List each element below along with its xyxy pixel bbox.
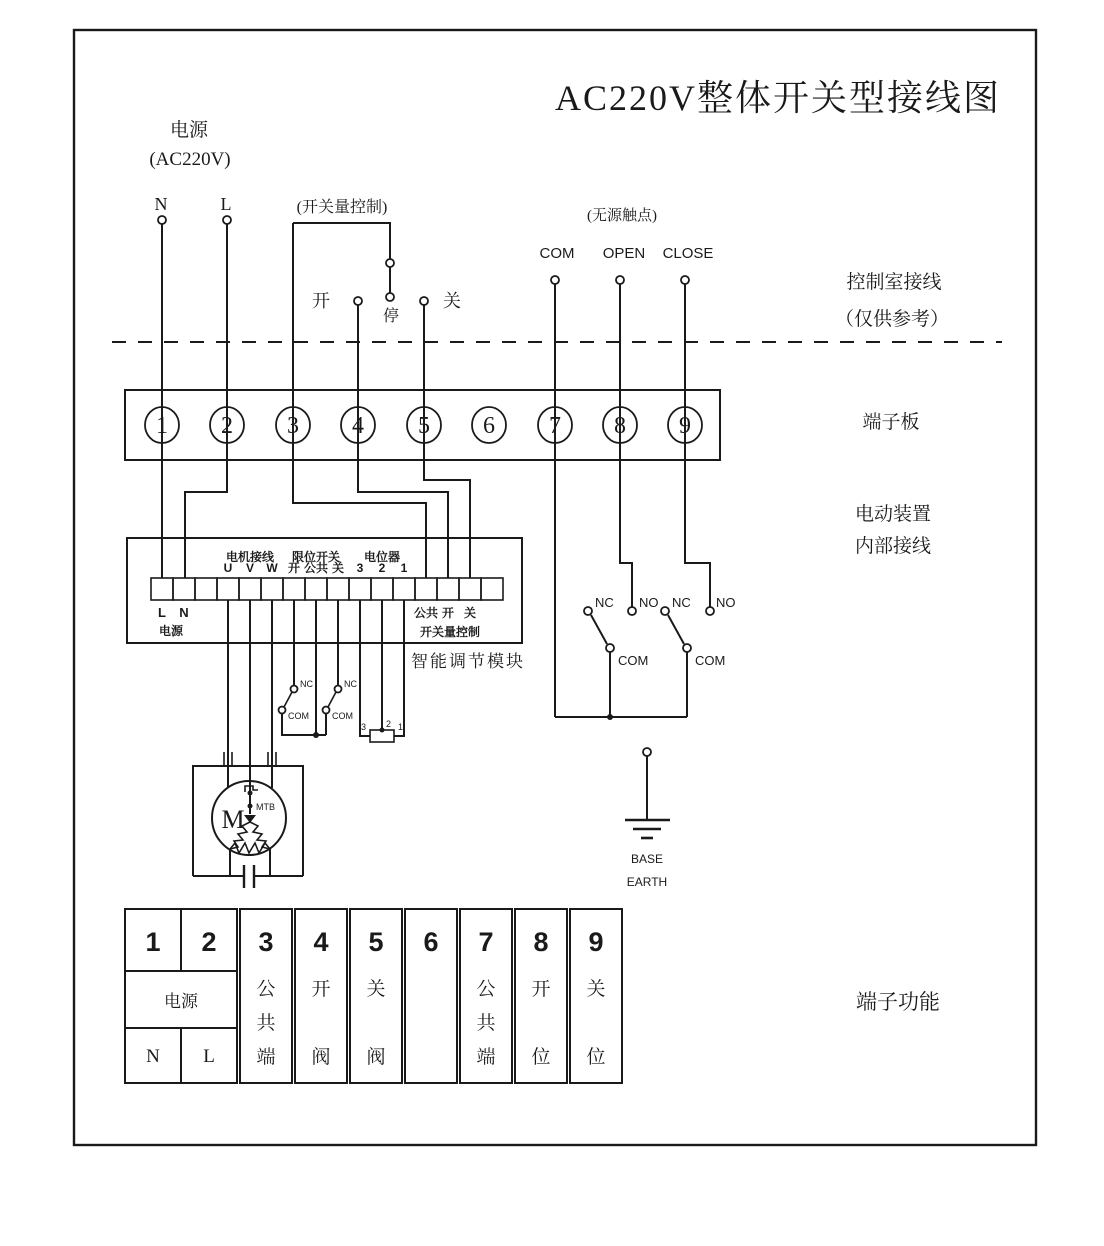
limit1-com-label: COM (288, 711, 309, 721)
module-motor-group-label: 电机接线 (225, 550, 275, 564)
motor-assembly (193, 752, 303, 888)
open-button-label: 开 (312, 291, 330, 311)
contact2-com-label: COM (695, 653, 726, 668)
control-room-note-1: 控制室接线 (846, 272, 942, 293)
pin-pot-3: 3 (356, 561, 364, 575)
table-num-6: 6 (423, 927, 439, 957)
module-n-label: N (179, 605, 189, 620)
contact2-no-label: NO (716, 595, 736, 610)
stop-button-label: 停 (382, 308, 400, 325)
table-col1-bottom: N (146, 1046, 160, 1067)
table-col3-char-2: 端 (256, 1047, 276, 1068)
earth-label-line1: BASE (630, 852, 664, 866)
table-col5-char-1: 阀 (366, 1047, 386, 1068)
pin-w: W (266, 561, 278, 575)
table-function-chars (256, 978, 605, 1068)
pin-u: U (223, 561, 233, 575)
table-numbers (145, 927, 603, 957)
table-col8-char-1: 位 (531, 1047, 551, 1068)
pin-pot-1: 1 (400, 561, 408, 575)
pin-v: V (245, 561, 255, 575)
table-col9-char-1: 位 (586, 1047, 606, 1068)
close-button-label: 关 (443, 291, 461, 311)
terminal-7: 7 (549, 413, 561, 439)
open-terminal-label: OPEN (602, 245, 646, 262)
power-voltage-label: (AC220V) (149, 149, 231, 170)
table-col3-char-0: 公 (256, 979, 276, 1000)
table-col2-bottom: L (203, 1046, 215, 1067)
com-terminal-node (551, 276, 559, 284)
terminal-8: 8 (614, 413, 626, 439)
dry-contact-terminals (540, 206, 714, 284)
table-num-9: 9 (588, 927, 604, 957)
pin-limit-close: 关 (331, 561, 345, 575)
terminal-2: 2 (221, 413, 233, 439)
table-num-7: 7 (478, 927, 494, 957)
pot-terminal-2-label: 2 (386, 719, 392, 729)
pin-limit-common: 公共 (303, 561, 329, 575)
module-pin-strip (151, 578, 503, 600)
dry-contact-label: (无源触点) (587, 208, 657, 224)
earth-symbol (625, 748, 670, 889)
terminal-function-table (125, 909, 622, 1083)
module-pin-labels (224, 560, 408, 575)
module-switch-control-label: 开关量控制 (419, 625, 481, 639)
pin-pot-2: 2 (378, 561, 386, 575)
table-num-8: 8 (533, 927, 549, 957)
diagram-title: AC220V整体开关型接线图 (554, 78, 1002, 118)
close-button-node (420, 297, 428, 305)
table-num-1: 1 (145, 927, 161, 957)
table-col5-char-0: 关 (366, 979, 386, 1000)
com-terminal-label: COM (539, 245, 575, 262)
motor-symbol-label: M (221, 805, 245, 834)
wiring (162, 223, 710, 814)
table-col7-char-0: 公 (476, 979, 496, 1000)
terminal-6: 6 (483, 413, 495, 439)
close-terminal-label: CLOSE (662, 245, 714, 262)
table-num-4: 4 (313, 927, 329, 957)
device-note-1: 电动装置 (854, 504, 932, 525)
earth-label-line2: EARTH (626, 875, 668, 889)
table-col3-char-1: 共 (256, 1013, 276, 1034)
module-out-common-label: 公共 (413, 606, 439, 620)
motor-protector-label: MTB (256, 802, 275, 812)
table-col7-char-2: 端 (476, 1047, 496, 1068)
table-col7-char-1: 共 (476, 1013, 496, 1034)
limit1-nc-label: NC (300, 679, 313, 689)
limit-switch-2 (323, 679, 358, 721)
open-button-node (354, 297, 362, 305)
stop-contact-top-node (386, 259, 394, 267)
smart-module (127, 538, 525, 671)
contact1-nc-label: NC (595, 595, 614, 610)
contact1-no-label: NO (639, 595, 659, 610)
module-name-label: 智能调节模块 (411, 652, 525, 671)
position-contact-2 (661, 595, 736, 668)
module-limit-group-label: 限位开关 (291, 550, 341, 564)
table-col4-char-0: 开 (311, 979, 331, 1000)
open-terminal-node (616, 276, 624, 284)
close-terminal-node (681, 276, 689, 284)
table-num-3: 3 (258, 927, 274, 957)
terminal-function-note: 端子功能 (856, 990, 940, 1014)
contact2-nc-label: NC (672, 595, 691, 610)
contact-common-junction (607, 714, 613, 720)
stop-contact-bottom-node (386, 293, 394, 301)
pin-limit-open: 开 (287, 561, 301, 575)
module-pot-group-label: 电位器 (363, 550, 401, 564)
terminal-1: 1 (156, 413, 168, 439)
limit2-nc-label: NC (344, 679, 357, 689)
module-out-close-label: 关 (463, 606, 477, 620)
terminal-4: 4 (352, 413, 364, 439)
pot-terminal-1-label: 1 (398, 722, 404, 732)
terminal-9: 9 (679, 413, 691, 439)
table-num-2: 2 (201, 927, 217, 957)
pot-terminal-3-label: 3 (360, 722, 366, 732)
power-label: 电源 (169, 120, 209, 141)
table-col8-char-0: 开 (531, 979, 551, 1000)
device-note-2: 内部接线 (854, 536, 932, 557)
winding-apex (244, 815, 256, 823)
live-terminal-label: L (220, 194, 232, 214)
module-power-label: 电源 (158, 624, 184, 638)
limit-switch-1 (279, 679, 314, 721)
table-col4-char-1: 阀 (311, 1047, 331, 1068)
position-contact-1 (584, 595, 659, 668)
table-col9-char-0: 关 (586, 979, 606, 1000)
table-num-5: 5 (368, 927, 384, 957)
terminal-3: 3 (287, 413, 299, 439)
earth-terminal-node (643, 748, 651, 756)
control-room-note-2: （仅供参考） (834, 309, 950, 330)
table-power-label: 电源 (164, 992, 198, 1011)
digital-control-label: (开关量控制) (296, 199, 388, 216)
live-terminal-node (223, 216, 231, 224)
module-l-label: L (158, 605, 166, 620)
power-supply (149, 119, 231, 224)
neutral-terminal-node (158, 216, 166, 224)
neutral-terminal-label: N (154, 194, 168, 214)
module-out-open-label: 开 (441, 606, 455, 620)
terminal-board-note: 端子板 (862, 412, 920, 433)
digital-control (297, 198, 461, 325)
side-notes (835, 271, 949, 1014)
limit2-com-label: COM (332, 711, 353, 721)
limit-common-junction (313, 732, 319, 738)
terminal-5: 5 (418, 413, 430, 439)
contact1-com-label: COM (618, 653, 649, 668)
